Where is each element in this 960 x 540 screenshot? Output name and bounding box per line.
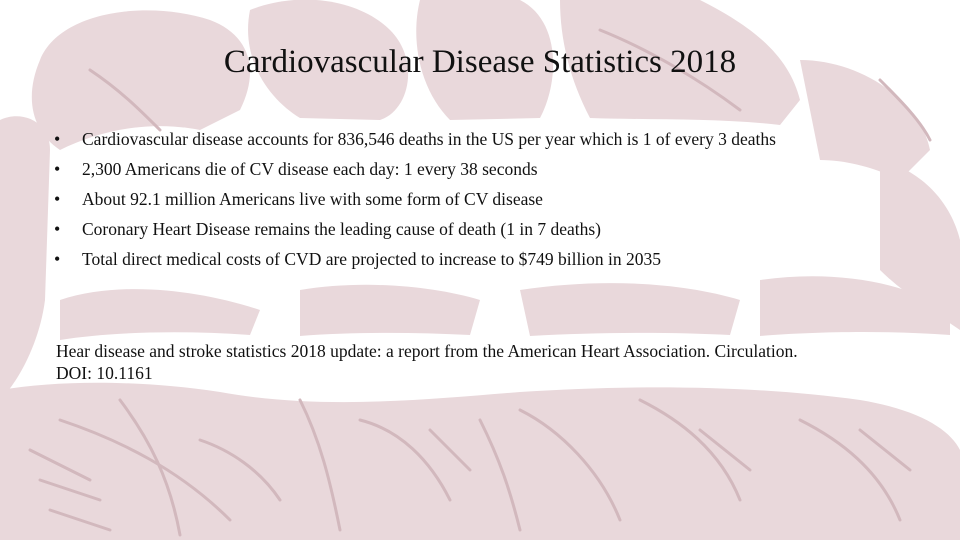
bullet-text: 2,300 Americans die of CV disease each day: 1 every 38 seconds: [82, 159, 538, 179]
citation-line-2: DOI: 10.1161: [56, 363, 153, 383]
citation-line-1: Hear disease and stroke statistics 2018 update: a report from the American Heart Association. Circulation.: [56, 341, 798, 361]
bullet-icon: •: [54, 189, 61, 209]
bullet-list: [54, 124, 934, 274]
bullet-text: Coronary Heart Disease remains the leading cause of death (1 in 7 deaths): [82, 219, 601, 239]
bullet-icon: •: [54, 159, 61, 179]
bullet-text: About 92.1 million Americans live with some form of CV disease: [82, 189, 543, 209]
slide-title: Cardiovascular Disease Statistics 2018: [223, 44, 737, 80]
list-item: [54, 214, 934, 244]
bullet-icon: •: [54, 129, 61, 149]
bullet-text: Total direct medical costs of CVD are projected to increase to $749 billion in 2035: [82, 249, 662, 269]
bullet-text: Cardiovascular disease accounts for 836,546 deaths in the US per year which is 1 of every 3 deaths: [82, 129, 776, 149]
list-item: [54, 124, 934, 154]
list-item: [54, 244, 934, 274]
citation: [56, 340, 936, 384]
bullet-icon: •: [54, 249, 61, 269]
list-item: [54, 184, 934, 214]
list-item: [54, 154, 934, 184]
bullet-icon: •: [54, 219, 61, 239]
